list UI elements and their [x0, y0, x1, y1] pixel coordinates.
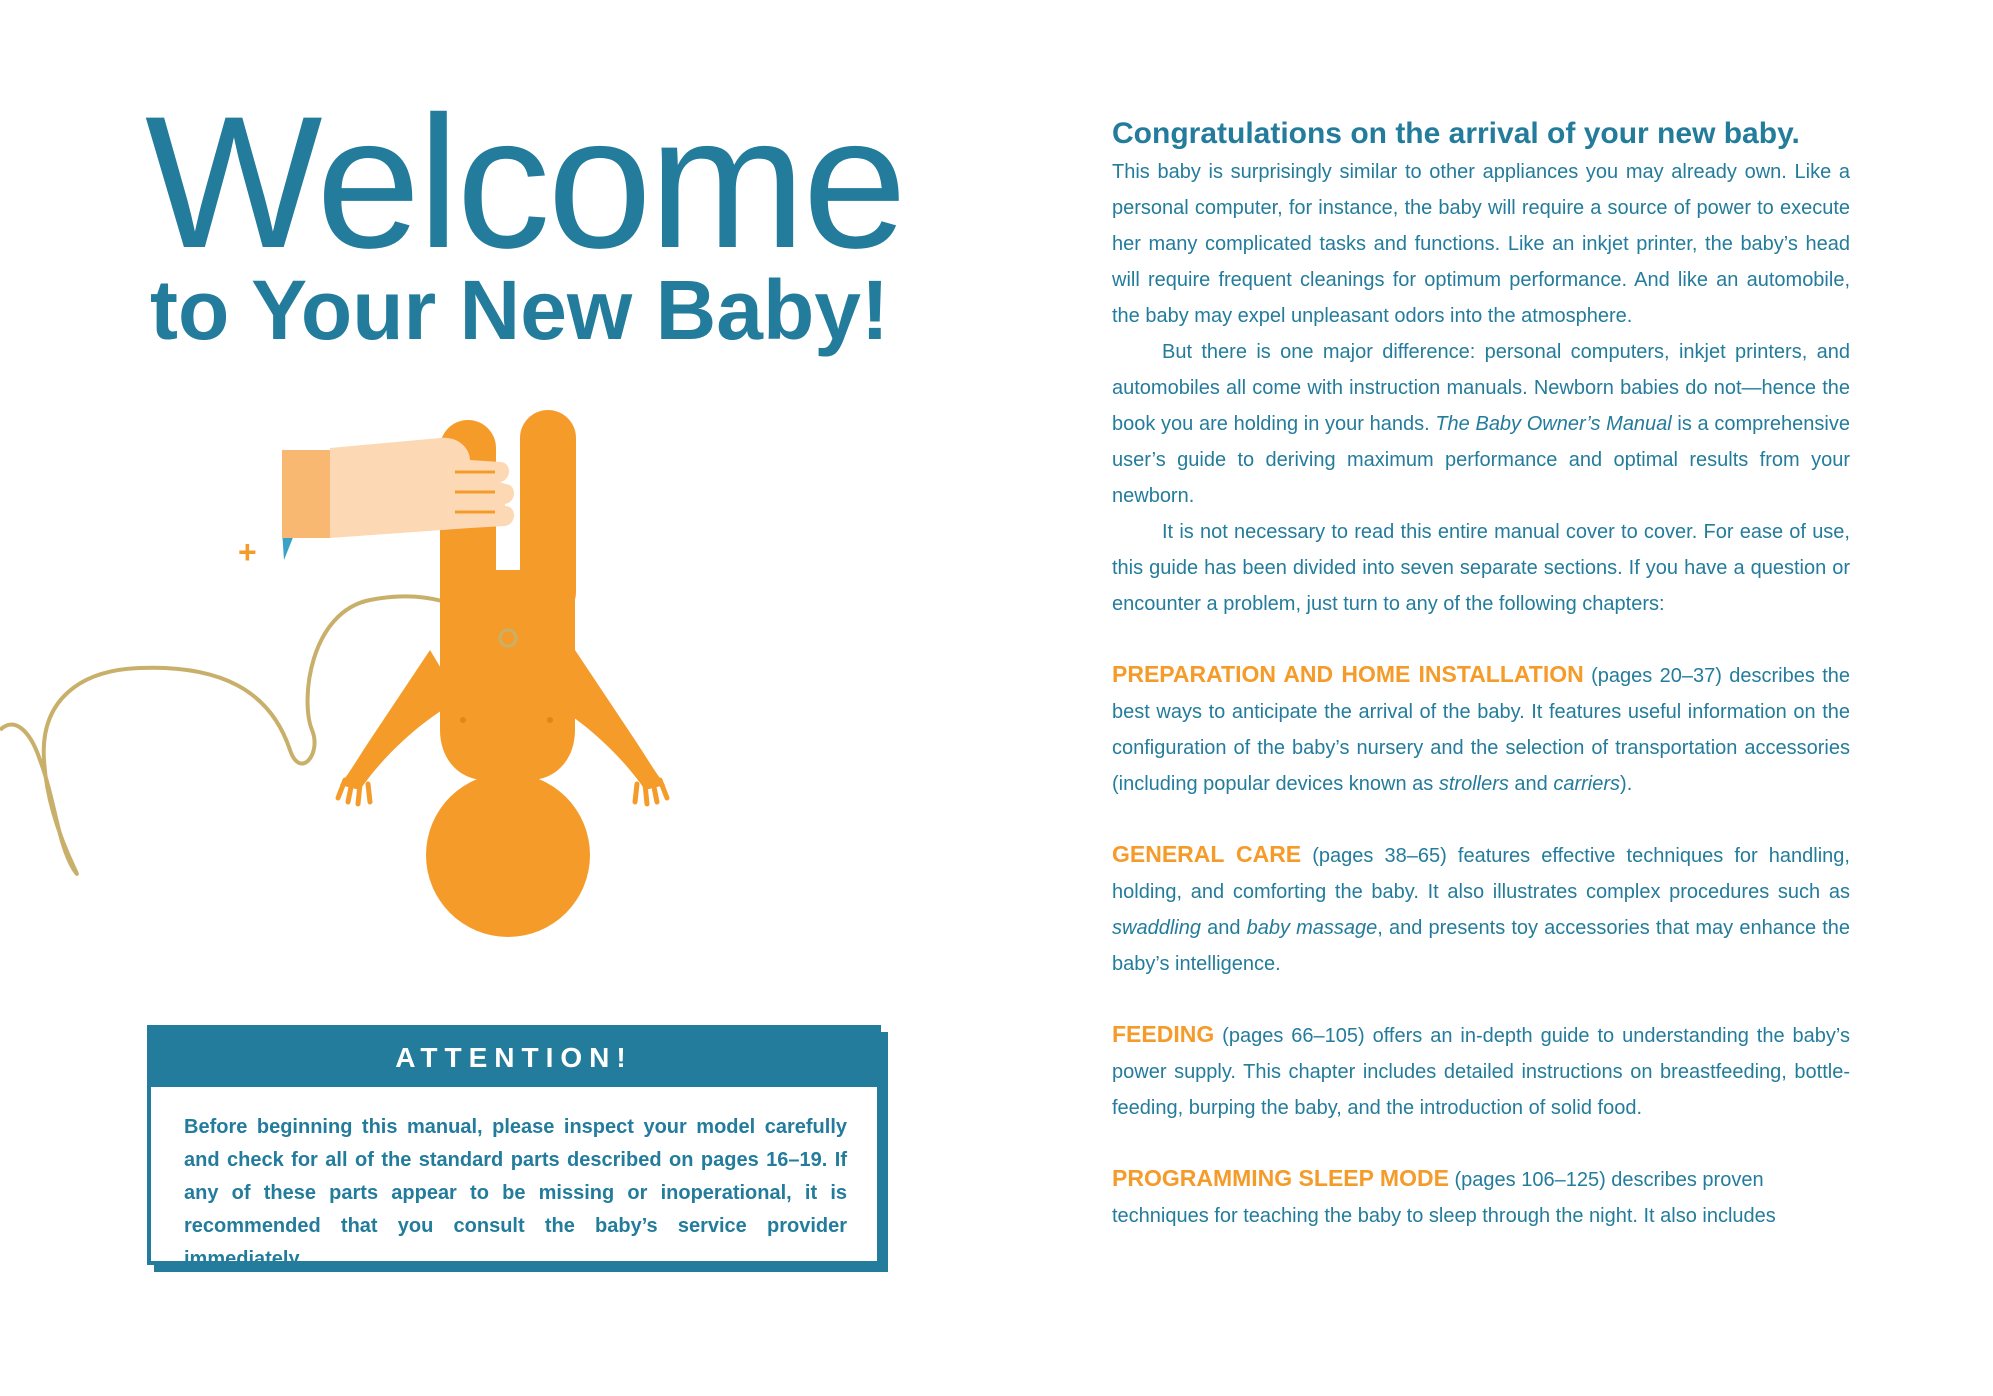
section-title: PROGRAMMING SLEEP MODE — [1112, 1165, 1449, 1191]
para2-text-b: is a comprehensive user’s guide to deriving maximum performance and optimal results from your newborn. — [1112, 413, 1850, 507]
section-title: FEEDING — [1112, 1021, 1215, 1047]
intro-paragraph-3: It is not necessary to read this entire manual cover to cover. For ease of use, this guide has been divided into seven separate sections. If you have a question or encounter a problem, just turn to any of the following chapters: — [1112, 521, 1850, 615]
attention-header: ATTENTION! — [151, 1029, 877, 1087]
intro-paragraph-2 — [1112, 334, 1850, 514]
section-title: PREPARATION AND HOME INSTALLATION — [1112, 661, 1584, 687]
attention-box — [147, 1025, 881, 1270]
baby-upside-down-illustration — [0, 400, 720, 970]
right-fingers — [635, 780, 667, 804]
intro-text — [1112, 154, 1850, 622]
section-general-care: GENERAL CARE (pages 38–65) features effective techniques for handling, holding, and comforting the baby. It also illustrates complex procedures such as swaddling and baby massage, and presents toy accessories that may enhance the baby’s intelligence. — [1112, 841, 1851, 975]
baby-right-leg — [520, 410, 576, 620]
plus-sign: + — [238, 534, 257, 570]
title-subtitle: to Your New Baby! — [150, 263, 889, 357]
section-feeding: FEEDING (pages 66–105) offers an in-depth guide to understanding the baby’s power supply. This chapter includes detailed instructions on breastfeeding, bottle-feeding, burping the baby, and the introduction of solid food. — [1112, 1021, 1850, 1119]
greeting-heading: Congratulations on the arrival of your new baby. — [1112, 117, 1800, 150]
attention-body: Before beginning this manual, please inspect your model carefully and check for all of the standard parts described on pages 16–19. If any of these parts appear to be missing or inoperational, it is recommended that you consult the baby’s service provider immediately. — [184, 1116, 847, 1270]
section-sleep-mode: PROGRAMMING SLEEP MODE (pages 106–125) describes proven techniques for teaching the baby to sleep through the night. It also includes — [1112, 1165, 1776, 1227]
intro-paragraph-1: This baby is surprisingly similar to other appliances you may already own. Like a personal computer, for instance, the baby will require a source of power to execute her many complicated tasks and functions. Like an inkjet printer, the baby’s head will require frequent cleanings for optimum performance. And like an automobile, the baby may expel unpleasant odors into the atmosphere. — [1112, 161, 1850, 327]
baby-head — [426, 773, 590, 937]
para2-text-a: But there is one major difference: personal computers, inkjet printers, and automobiles all come with instruction manuals. Newborn babies do not—hence the book you are holding in your hands. — [1112, 341, 1850, 435]
left-fingers — [338, 780, 370, 804]
right-column — [1112, 114, 1850, 1234]
title-welcome: Welcome — [145, 77, 905, 287]
book-title-italic: The Baby Owner’s Manual — [1435, 413, 1672, 435]
sleeve-cuff — [282, 450, 330, 538]
section-title: GENERAL CARE — [1112, 841, 1302, 867]
section-preparation: PREPARATION AND HOME INSTALLATION (pages 20–37) describes the best ways to anticipate the arrival of the baby. It features useful information on the configuration of the baby’s nursery and the selection of transportation accessories (including popular devices known as strollers and carriers). — [1112, 661, 1850, 795]
